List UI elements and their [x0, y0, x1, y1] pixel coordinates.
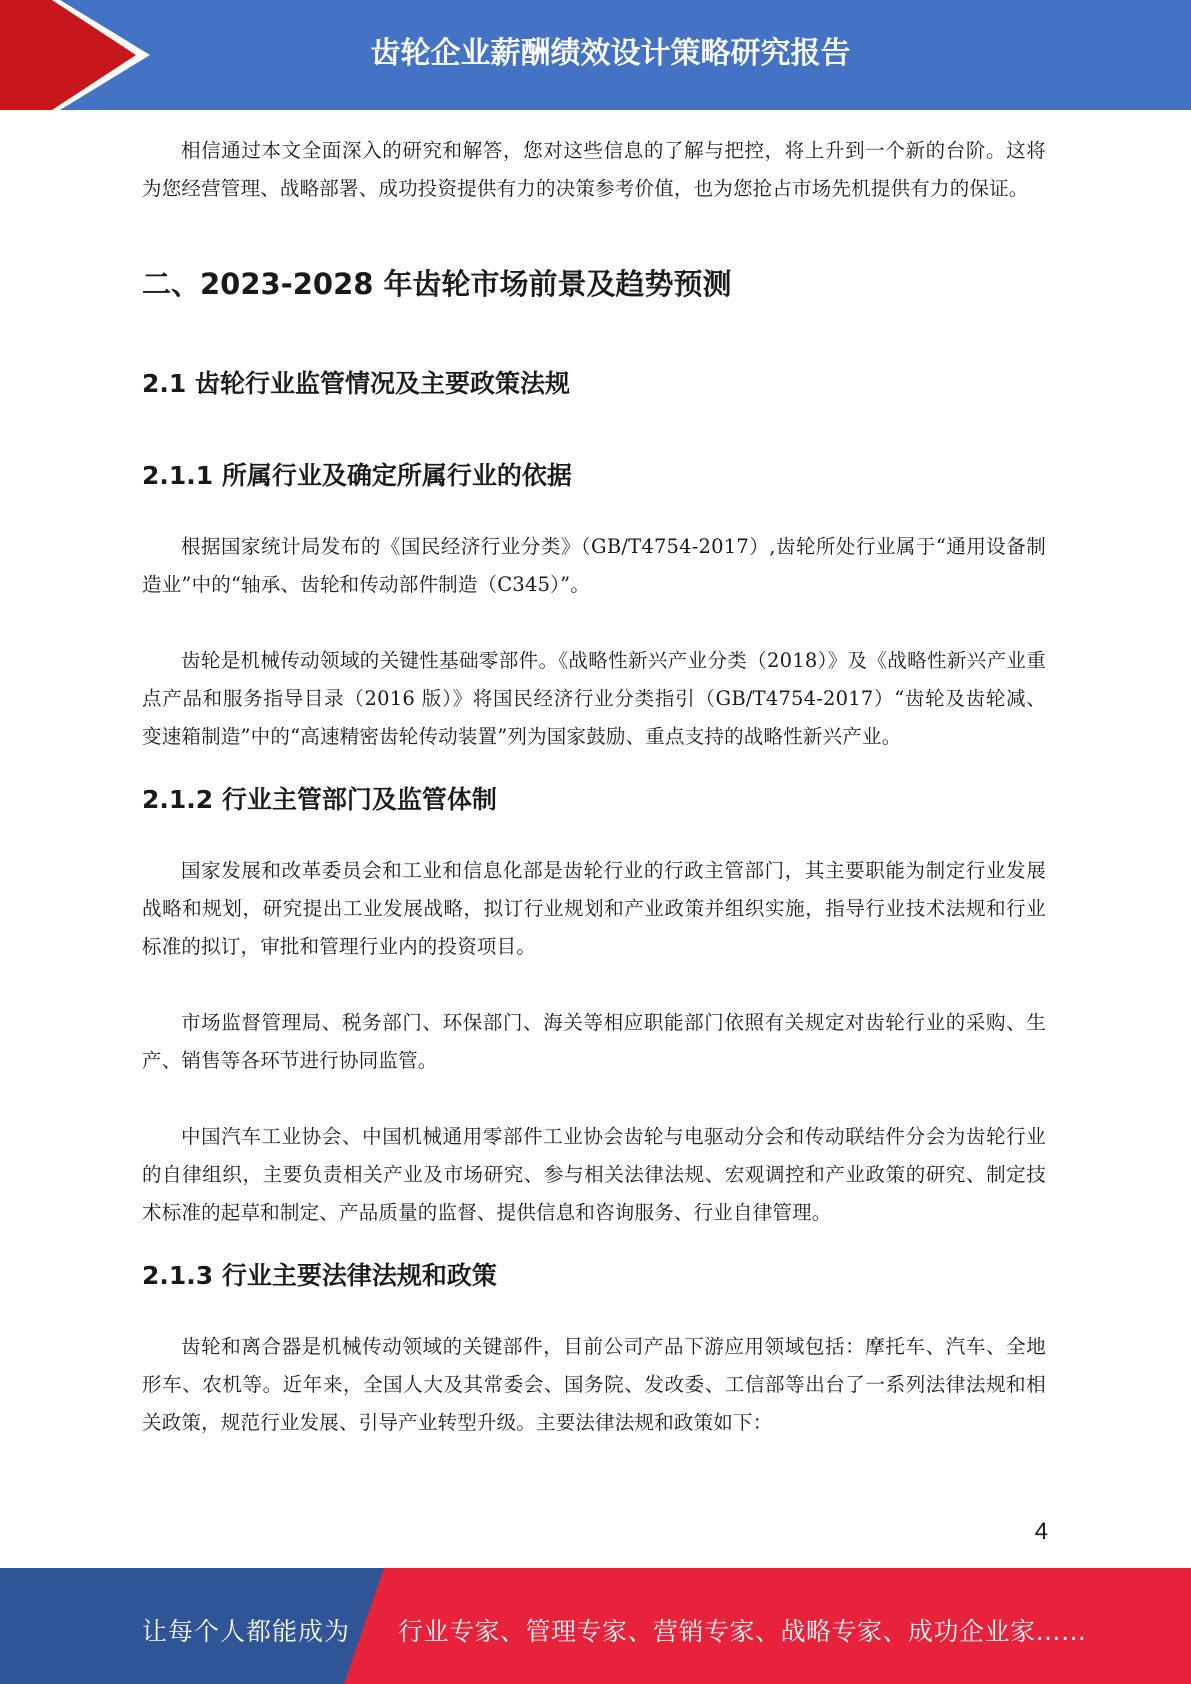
paragraph-2-1-2-b: 市场监督管理局、税务部门、环保部门、海关等相应职能部门依照有关规定对齿轮行业的采购、生产、销售等各环节进行协同监管。: [142, 1011, 1046, 1072]
footer-expert-list: 行业专家、管理专家、营销专家、战略专家、成功企业家……: [398, 1617, 1087, 1646]
subsection-2-1-3-heading: 2.1.3 行业主要法律法规和政策: [142, 1261, 497, 1290]
paragraph-2-1-2-c: 中国汽车工业协会、中国机械通用零部件工业协会齿轮与电驱动分会和传动联结件分会为齿轮行业的自律组织，主要负责相关产业及市场研究、参与相关法律法规、宏观调控和产业政策的研究、制定技术标准的起草和制定、产品质量的监督、提供信息和咨询服务、行业自律管理。: [142, 1125, 1046, 1224]
paragraph-2-1-3-a: 齿轮和离合器是机械传动领域的关键部件，目前公司产品下游应用领域包括：摩托车、汽车、全地形车、农机等。近年来，全国人大及其常委会、国务院、发改委、工信部等出台了一系列法律法规和相关政策，规范行业发展、引导产业转型升级。主要法律法规和政策如下：: [142, 1335, 1046, 1434]
intro-paragraph: 相信通过本文全面深入的研究和解答，您对这些信息的了解与把控，将上升到一个新的台阶。这将为您经营管理、战略部署、成功投资提供有力的决策参考价值，也为您抢占市场先机提供有力的保证。: [142, 139, 1046, 200]
subsection-heading: 2.1 齿轮行业监管情况及主要政策法规: [142, 369, 570, 398]
paragraph-2-1-2-a: 国家发展和改革委员会和工业和信息化部是齿轮行业的行政主管部门，其主要职能为制定行业发展战略和规划，研究提出工业发展战略，拟订行业规划和产业政策并组织实施，指导行业技术法规和行业标准的拟订，审批和管理行业内的投资项目。: [142, 859, 1046, 958]
header-banner: [0, 0, 1191, 110]
document-title: 齿轮企业薪酬绩效设计策略研究报告: [370, 36, 851, 71]
footer-slogan: 让每个人都能成为: [142, 1617, 351, 1646]
page-number: 4: [1034, 1518, 1048, 1545]
subsection-2-1-2-heading: 2.1.2 行业主管部门及监管体制: [142, 785, 497, 814]
subsection-2-1-1-heading: 2.1.1 所属行业及确定所属行业的依据: [142, 461, 572, 490]
page-content: [142, 132, 1046, 1442]
paragraph-2-1-1-b: 齿轮是机械传动领域的关键性基础零部件。《战略性新兴产业分类（2018）》及《战略性新兴产业重点产品和服务指导目录（2016 版）》将国民经济行业分类指引（GB/T4754-2017）“齿轮及齿轮减、变速箱制造”中的“高速精密齿轮传动装置”列为国家鼓励、重点支持的战略性新兴产业。: [142, 649, 1046, 748]
footer-banner: [0, 1568, 1191, 1684]
paragraph-2-1-1-a: 根据国家统计局发布的《国民经济行业分类》（GB/T4754-2017）,齿轮所处行业属于“通用设备制造业”中的“轴承、齿轮和传动部件制造（C345）”。: [142, 535, 1046, 596]
section-heading: 二、2023-2028 年齿轮市场前景及趋势预测: [142, 267, 732, 301]
